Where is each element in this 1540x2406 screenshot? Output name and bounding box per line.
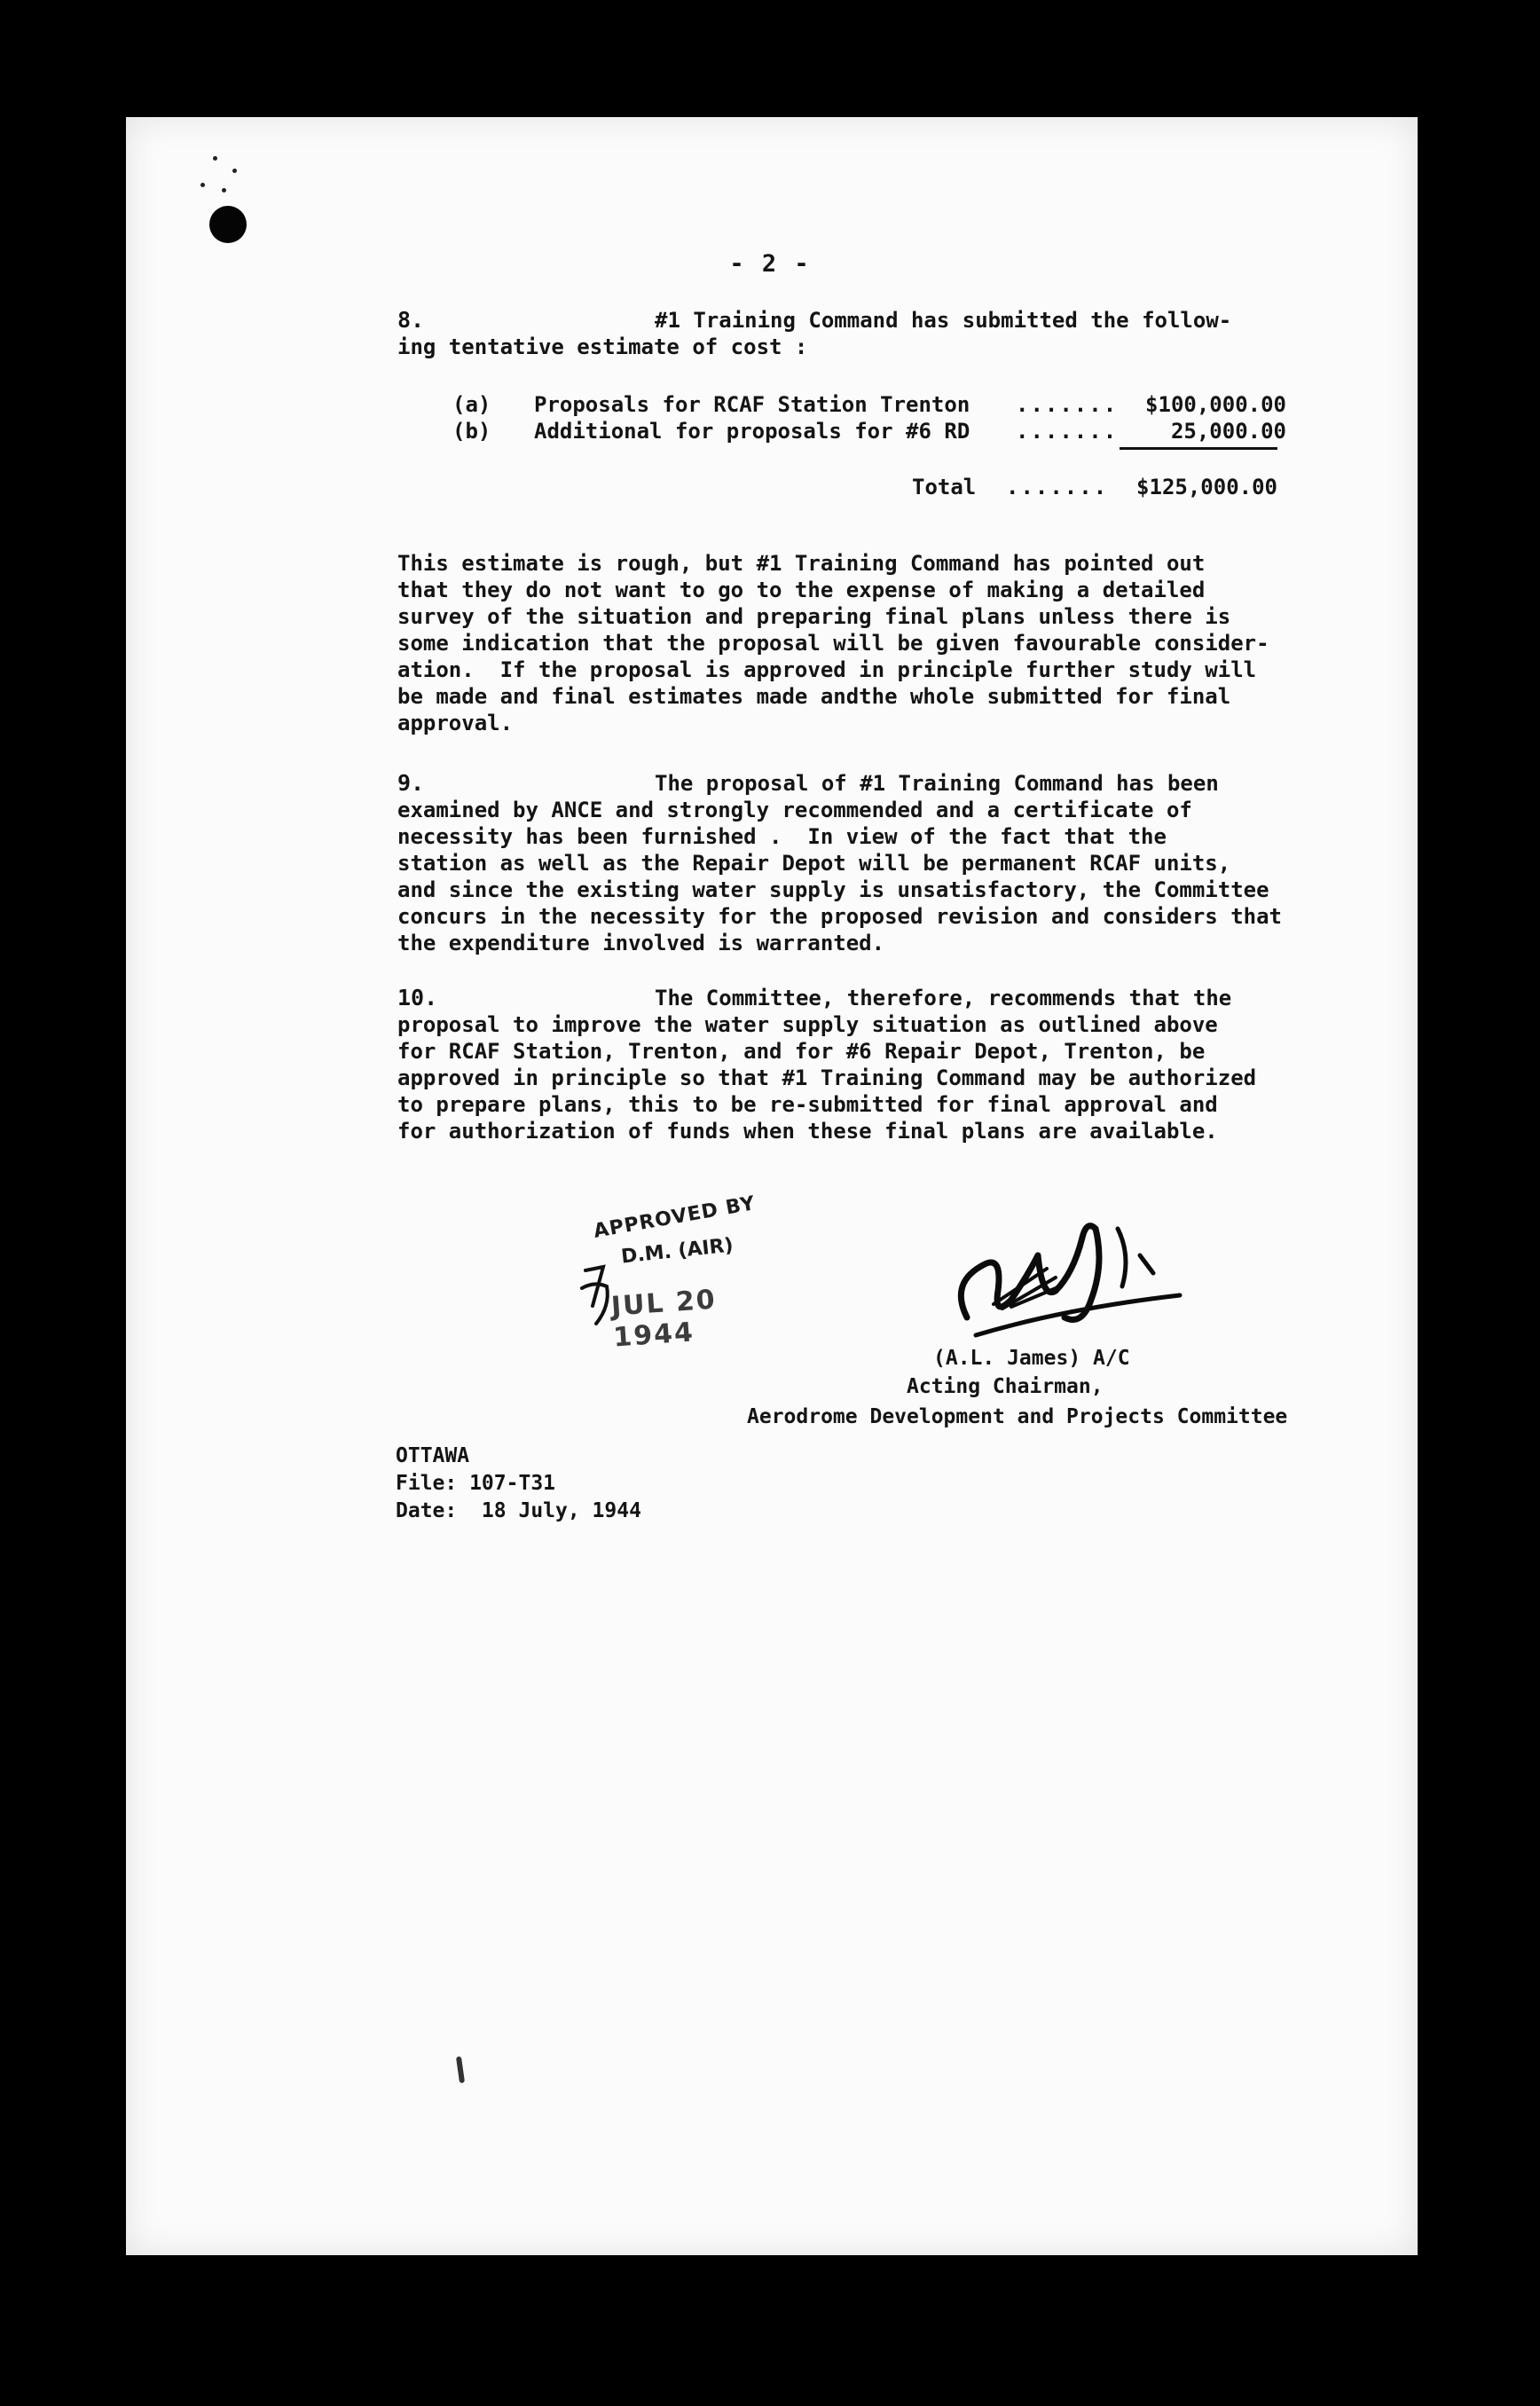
stamp-dm-air: D.M. (AIR) xyxy=(620,1234,735,1269)
estimate-line-5: ation. If the proposal is approved in principle further study will xyxy=(397,657,1257,682)
estimate-line-6: be made and final estimates made andthe whole submitted for final xyxy=(397,684,1231,709)
speck-mark xyxy=(213,156,217,161)
paragraph-number-10: 10. xyxy=(397,985,438,1010)
handwritten-initials-icon xyxy=(577,1253,621,1333)
file-line: File: 107-T31 xyxy=(396,1472,556,1495)
leader-dots: ....... xyxy=(1006,475,1109,499)
para9-line-3: necessity has been furnished . In view of the fact that the xyxy=(397,824,1167,849)
paragraph-number-9: 9. xyxy=(397,770,425,796)
estimate-line-1: This estimate is rough, but #1 Training Command has pointed out xyxy=(397,551,1206,576)
total-label: Total xyxy=(912,475,977,499)
cost-amount: $100,000.00 xyxy=(1145,392,1286,417)
para8-line-1: #1 Training Command has submitted the follow- xyxy=(655,308,1232,333)
page-number: - 2 - xyxy=(729,250,811,278)
subtotal-underline xyxy=(1120,447,1277,450)
para9-line-6: concurs in the necessity for the proposed revision and considers that xyxy=(397,904,1282,929)
estimate-line-2: that they do not want to go to the expense of making a detailed xyxy=(397,578,1206,602)
stamp-approved-by: APPROVED BY xyxy=(592,1192,758,1243)
paragraph-number-8: 8. xyxy=(397,307,425,333)
para9-line-7: the expenditure involved is warranted. xyxy=(397,931,885,955)
para9-line-1: The proposal of #1 Training Command has been xyxy=(655,771,1219,796)
committee-name: Aerodrome Development and Projects Committee xyxy=(747,1405,1288,1428)
signatory-name: (A.L. James) A/C xyxy=(933,1347,1130,1370)
speck-mark xyxy=(200,183,205,187)
estimate-line-3: survey of the situation and preparing final plans unless there is xyxy=(397,604,1231,629)
para10-line-1: The Committee, therefore, recommends that the xyxy=(655,986,1232,1010)
cost-description: Proposals for RCAF Station Trenton xyxy=(534,392,970,417)
cost-row-a xyxy=(452,392,1286,419)
cost-amount: 25,000.00 xyxy=(1170,419,1286,444)
cost-label: (a) xyxy=(452,392,491,417)
para10-line-5: to prepare plans, this to be re-submitted for final approval and xyxy=(397,1092,1218,1117)
punch-hole xyxy=(209,206,247,243)
leader-dots: ....... xyxy=(1016,392,1119,417)
cost-description: Additional for proposals for #6 RD xyxy=(534,419,970,444)
total-amount: $125,000.00 xyxy=(1136,475,1277,499)
para9-line-4: station as well as the Repair Depot will be permanent RCAF units, xyxy=(397,851,1231,876)
para8-line-2: ing tentative estimate of cost : xyxy=(397,334,808,359)
para9-line-5: and since the existing water supply is unsatisfactory, the Committee xyxy=(397,877,1269,902)
para10-line-3: for RCAF Station, Trenton, and for #6 Repair Depot, Trenton, be xyxy=(397,1039,1206,1064)
speck-mark xyxy=(222,188,226,193)
file-reference-block xyxy=(396,1443,641,1525)
handwritten-signature-icon xyxy=(940,1202,1198,1353)
para9-line-2: examined by ANCE and strongly recommended and a certificate of xyxy=(397,798,1192,822)
para10-line-6: for authorization of funds when these final plans are available. xyxy=(397,1119,1218,1144)
approval-stamp xyxy=(577,1189,807,1354)
city-line: OTTAWA xyxy=(396,1444,470,1467)
stamp-date: JUL 20 1944 xyxy=(609,1284,718,1354)
date-line: Date: 18 July, 1944 xyxy=(396,1499,641,1522)
estimate-line-7: approval. xyxy=(397,711,514,735)
cost-row-b xyxy=(452,419,1286,445)
signatory-title: Acting Chairman, xyxy=(907,1375,1104,1398)
cost-label: (b) xyxy=(452,419,491,444)
para10-line-2: proposal to improve the water supply situation as outlined above xyxy=(397,1012,1218,1037)
leader-dots: ....... xyxy=(1016,419,1119,444)
speck-mark xyxy=(232,169,237,173)
para10-line-4: approved in principle so that #1 Training Command may be authorized xyxy=(397,1065,1257,1090)
estimate-line-4: some indication that the proposal will be given favourable consider- xyxy=(397,631,1269,656)
